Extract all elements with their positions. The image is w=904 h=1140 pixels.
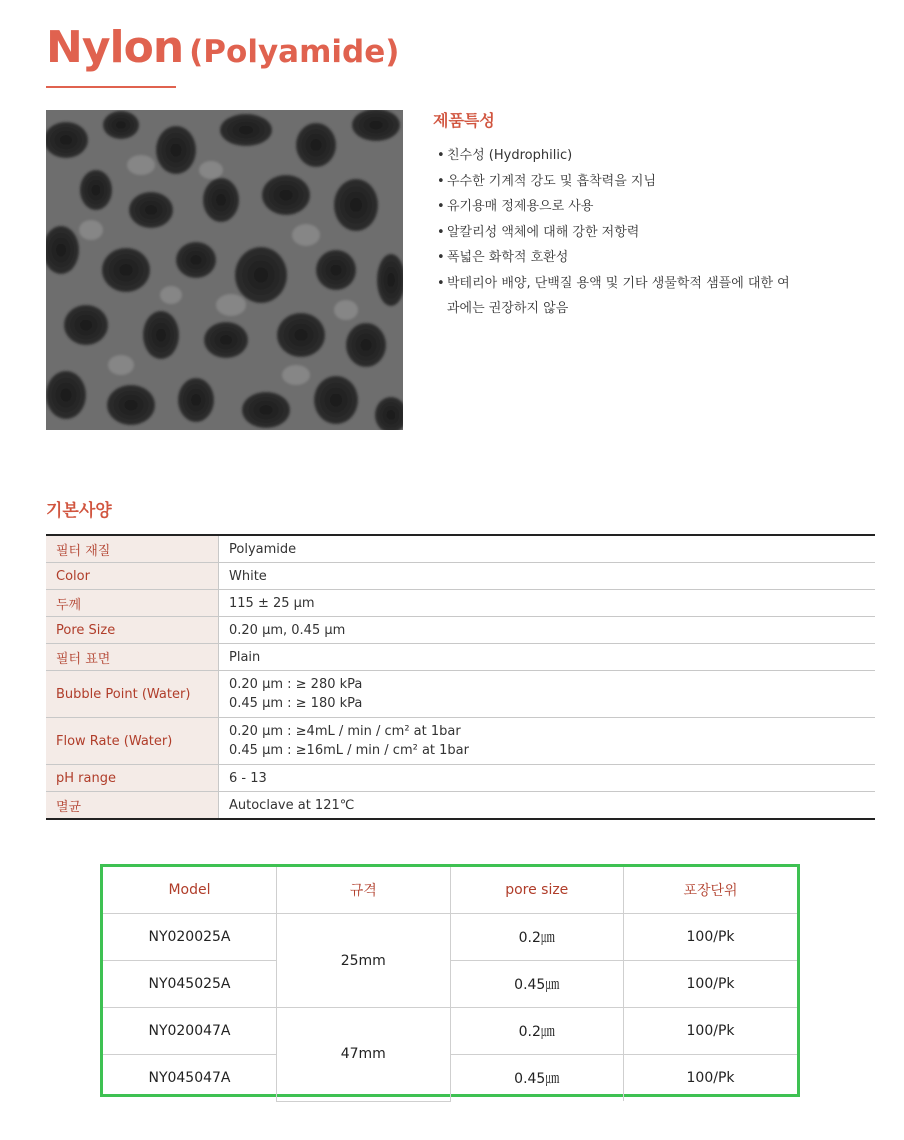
title-sub: (Polyamide) (189, 34, 400, 70)
spec-value: White (219, 563, 876, 590)
spec-key: 필터 재질 (46, 535, 219, 563)
feature-item: • 친수성 (Hydrophilic) (437, 143, 797, 169)
spec-value: 0.20 µm, 0.45 µm (219, 617, 876, 644)
table-row (103, 961, 797, 1008)
spec-row (46, 535, 875, 563)
spec-value (219, 718, 876, 765)
spec-row (46, 617, 875, 644)
spec-key: 필터 표면 (46, 644, 219, 671)
spec-key: pH range (46, 765, 219, 792)
title-underline (46, 86, 176, 88)
model-pack: 100/Pk (624, 1055, 798, 1102)
table-row (103, 1008, 797, 1055)
spec-value-line: 0.20 µm : ≥ 280 kPa (229, 677, 363, 692)
col-header-pore-size: pore size (450, 867, 624, 914)
model-pack: 100/Pk (624, 914, 798, 961)
feature-item: • 우수한 기계적 강도 및 흡착력을 지님 (437, 169, 797, 195)
spec-key: Color (46, 563, 219, 590)
model-pore: 0.45㎛ (450, 1055, 624, 1102)
model-pore: 0.2㎛ (450, 1008, 624, 1055)
col-header-model: Model (103, 867, 277, 914)
spec-row (46, 644, 875, 671)
spec-value: 6 - 13 (219, 765, 876, 792)
model-pore: 0.2㎛ (450, 914, 624, 961)
features-heading: 제품특성 (433, 111, 495, 130)
model-pore: 0.45㎛ (450, 961, 624, 1008)
col-header-pack-unit: 포장단위 (624, 867, 798, 914)
spec-row (46, 765, 875, 792)
model-table-frame (100, 864, 800, 1097)
spec-value: Polyamide (219, 535, 876, 563)
spec-value-line: 0.45 µm : ≥ 180 kPa (229, 696, 363, 711)
spec-table (46, 534, 875, 820)
title-main: Nylon (46, 22, 184, 73)
page-title (46, 22, 399, 73)
spec-key: 멸균 (46, 792, 219, 820)
model-table (103, 867, 797, 1102)
spec-value: Plain (219, 644, 876, 671)
model-size: 47mm (277, 1008, 451, 1102)
spec-key: Flow Rate (Water) (46, 718, 219, 765)
spec-value (219, 671, 876, 718)
spec-value-line: 0.45 µm : ≥16mL / min / cm² at 1bar (229, 743, 469, 758)
spec-row (46, 718, 875, 765)
spec-value-line: 0.20 µm : ≥4mL / min / cm² at 1bar (229, 724, 461, 739)
feature-item: • 박테리아 배양, 단백질 용액 및 기타 생물학적 샘플에 대한 여과에는 권장하지 않음 (437, 271, 797, 322)
model-code: NY020047A (103, 1008, 277, 1055)
model-size: 25mm (277, 914, 451, 1008)
spec-row (46, 563, 875, 590)
spec-value: Autoclave at 121℃ (229, 797, 355, 813)
spec-row (46, 671, 875, 718)
spec-key: Bubble Point (Water) (46, 671, 219, 718)
model-header-row (103, 867, 797, 914)
model-pack: 100/Pk (624, 961, 798, 1008)
model-code: NY020025A (103, 914, 277, 961)
feature-item: • 유기용매 정제용으로 사용 (437, 194, 797, 220)
spec-key: 두께 (46, 590, 219, 617)
model-code: NY045025A (103, 961, 277, 1008)
membrane-sem-image (46, 110, 403, 430)
spec-heading: 기본사양 (46, 501, 112, 521)
model-code: NY045047A (103, 1055, 277, 1102)
features-list (437, 143, 797, 322)
col-header-spec: 규격 (277, 867, 451, 914)
table-row (103, 1055, 797, 1102)
feature-item: • 알칼리성 액체에 대해 강한 저항력 (437, 220, 797, 246)
spec-row (46, 590, 875, 617)
table-row (103, 914, 797, 961)
spec-value: 115 ± 25 µm (219, 590, 876, 617)
feature-item: • 폭넓은 화학적 호환성 (437, 245, 797, 271)
spec-row (46, 792, 875, 820)
model-pack: 100/Pk (624, 1008, 798, 1055)
spec-key: Pore Size (46, 617, 219, 644)
